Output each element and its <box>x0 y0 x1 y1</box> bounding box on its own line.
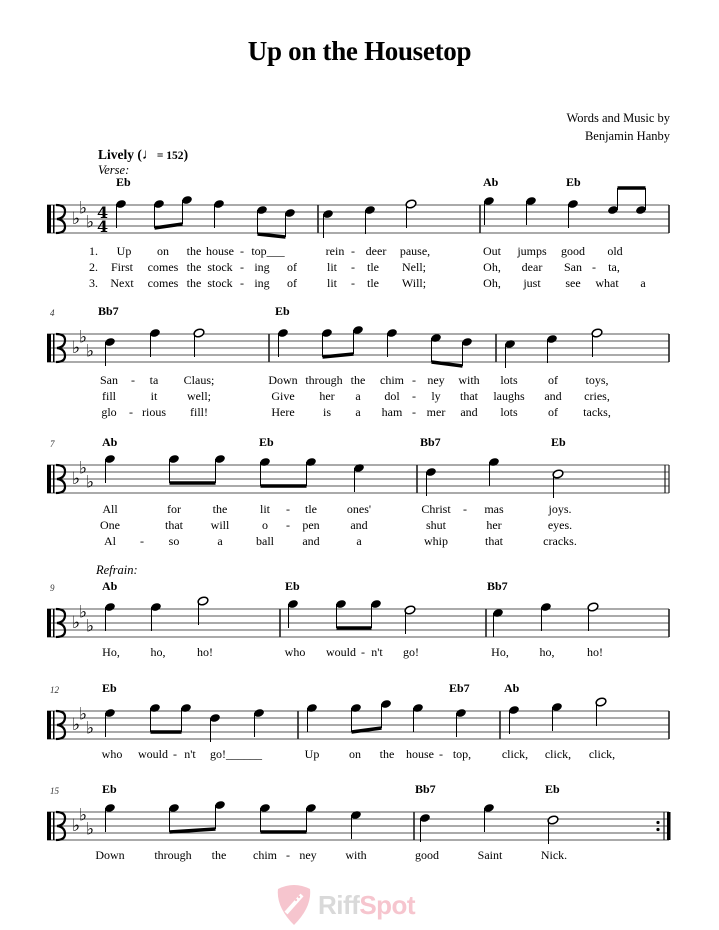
lyric-syllable: ta, <box>608 260 620 274</box>
lyric-syllable: go!______ <box>210 747 262 761</box>
verse-number: 3. <box>89 276 98 290</box>
chord-symbol: Eb <box>275 304 290 318</box>
lyric-syllable: - <box>240 276 244 290</box>
lyric-syllable: Down <box>95 848 125 862</box>
lyric-syllable: a <box>356 534 362 548</box>
chord-symbol: Ab <box>483 175 499 189</box>
flat-icon: ♭ <box>72 209 81 229</box>
beam <box>258 234 286 237</box>
song-title: Up on the Housetop <box>247 36 472 66</box>
lyric-syllable: of <box>287 260 297 274</box>
chord-symbol: Bb7 <box>98 304 119 318</box>
lyric-syllable: - <box>173 747 177 761</box>
flat-icon: ♭ <box>79 458 88 479</box>
lyric-syllable: cries, <box>584 389 610 403</box>
lyric-syllable: - <box>240 244 244 258</box>
flat-icon: ♭ <box>72 816 81 836</box>
lyric-syllable: - <box>439 747 443 761</box>
lyric-syllable: - <box>286 848 290 862</box>
lyric-syllable: stock <box>207 276 233 290</box>
lyric-syllable: who <box>101 747 123 761</box>
lyric-syllable: - <box>361 645 365 659</box>
verse-number: 2. <box>89 260 98 274</box>
lyric-syllable: tle <box>367 260 379 274</box>
lyric-syllable: joys. <box>548 502 572 516</box>
lyric-syllable: ho! <box>587 645 603 659</box>
lyric-syllable: through <box>154 848 192 862</box>
lyric-syllable: ney <box>427 373 445 387</box>
beam <box>432 362 463 366</box>
chord-symbol: Eb <box>285 579 300 593</box>
guitar-pick-icon <box>274 883 314 927</box>
lyric-syllable: chim <box>253 848 277 862</box>
flat-icon: ♭ <box>72 715 81 735</box>
flat-icon: ♭ <box>79 602 88 623</box>
lyric-syllable: would <box>326 645 356 659</box>
lyric-syllable: ly <box>431 389 441 403</box>
alto-clef-icon <box>47 812 51 840</box>
lyric-syllable: of <box>548 405 558 419</box>
lyric-syllable: Ho, <box>491 645 509 659</box>
lyric-syllable: house <box>406 747 434 761</box>
lyric-syllable: of <box>548 373 558 387</box>
lyric-syllable: - <box>140 534 144 548</box>
lyric-syllable: and <box>350 518 368 532</box>
lyric-syllable: old <box>607 244 623 258</box>
lyric-syllable: it <box>150 389 158 403</box>
lyric-syllable: mer <box>426 405 446 419</box>
lyric-syllable: - <box>351 244 355 258</box>
lyric-syllable: top___ <box>251 244 285 258</box>
chord-symbol: Eb <box>259 435 274 449</box>
lyric-syllable: n't <box>371 645 383 659</box>
lyric-syllable: will <box>210 518 230 532</box>
flat-icon: ♭ <box>86 819 95 840</box>
lyric-syllable: her <box>486 518 502 532</box>
lyric-syllable: ho! <box>197 645 213 659</box>
lyric-syllable: dear <box>521 260 543 274</box>
lyric-syllable: and <box>460 405 478 419</box>
lyric-syllable: a <box>217 534 223 548</box>
lyric-syllable: mas <box>484 502 504 516</box>
lyric-syllable: - <box>592 260 596 274</box>
flat-icon: ♭ <box>86 616 95 637</box>
beam <box>155 224 183 228</box>
lyric-syllable: tle <box>305 502 317 516</box>
lyric-syllable: glo <box>101 405 117 419</box>
lyric-syllable: ney <box>299 848 317 862</box>
lyric-syllable: Will; <box>401 276 427 290</box>
chord-symbol: Eb <box>566 175 581 189</box>
lyric-syllable: see <box>565 276 581 290</box>
lyric-syllable: - <box>412 389 416 403</box>
lyric-syllable: the <box>212 502 228 516</box>
lyric-syllable: a <box>640 276 646 290</box>
lyric-syllable: for <box>167 502 181 516</box>
lyric-syllable: what <box>595 276 619 290</box>
lyric-syllable: good <box>561 244 585 258</box>
lyric-syllable: click, <box>501 747 529 761</box>
lyric-syllable: lots <box>500 405 518 419</box>
flat-icon: ♭ <box>86 212 95 233</box>
lyric-syllable: Nick. <box>540 848 568 862</box>
lyric-syllable: ing <box>254 276 270 290</box>
lyric-syllable: that <box>485 534 503 548</box>
lyric-syllable: Ho, <box>102 645 120 659</box>
flat-icon: ♭ <box>86 472 95 493</box>
quarter-note-icon: ♩ <box>141 147 157 163</box>
chord-symbol: Eb <box>102 681 117 695</box>
alto-clef-icon <box>47 711 51 739</box>
lyric-syllable: stock <box>207 260 233 274</box>
credit-line-1: Words and Music by <box>566 111 670 125</box>
lyric-syllable: rious <box>142 405 166 419</box>
lyric-syllable: lit <box>326 260 338 274</box>
section-label: Verse: <box>98 163 130 177</box>
lyric-syllable: n't <box>184 747 196 761</box>
lyric-syllable: - <box>351 276 355 290</box>
lyric-syllable: - <box>131 373 135 387</box>
chord-symbol: Eb7 <box>449 681 470 695</box>
lyric-syllable: who <box>284 645 306 659</box>
lyric-syllable: click, <box>544 747 572 761</box>
lyric-syllable: her <box>319 389 335 403</box>
measure-number: 7 <box>50 439 55 449</box>
chord-symbol: Ab <box>504 681 520 695</box>
lyric-syllable: - <box>240 260 244 274</box>
lyric-syllable: deer <box>365 244 387 258</box>
lyric-syllable: Claus; <box>183 373 215 387</box>
lyric-syllable: shut <box>425 518 447 532</box>
lyric-syllable: Next <box>110 276 134 290</box>
chord-symbol: Eb <box>551 435 566 449</box>
lyric-syllable: toys, <box>585 373 609 387</box>
lyric-syllable: Out <box>483 244 501 258</box>
lyric-syllable: Saint <box>477 848 503 862</box>
lyric-syllable: would <box>138 747 168 761</box>
lyric-syllable: good <box>415 848 439 862</box>
lyric-syllable: Oh, <box>483 260 501 274</box>
lyric-syllable: ho, <box>150 645 166 659</box>
flat-icon: ♭ <box>79 327 88 348</box>
flat-icon: ♭ <box>72 613 81 633</box>
lyric-syllable: and <box>302 534 320 548</box>
lyric-syllable: well; <box>187 389 211 403</box>
lyric-syllable: - <box>129 405 133 419</box>
lyric-syllable: with <box>345 848 367 862</box>
flat-icon: ♭ <box>79 704 88 725</box>
lyric-syllable: Christ <box>421 502 451 516</box>
chord-symbol: Bb7 <box>420 435 441 449</box>
lyric-syllable: eyes. <box>547 518 573 532</box>
riffspot-watermark <box>274 883 415 927</box>
lyric-syllable: Al <box>104 534 116 548</box>
alto-clef-icon <box>47 334 51 362</box>
chord-symbol: Eb <box>116 175 131 189</box>
lyric-syllable: the <box>186 276 202 290</box>
lyric-syllable: ball <box>256 534 274 548</box>
chord-symbol: Bb7 <box>487 579 508 593</box>
lyric-syllable: First <box>110 260 134 274</box>
lyric-syllable: comes <box>147 276 179 290</box>
alto-clef-icon <box>47 205 51 233</box>
lyric-syllable: - <box>412 405 416 419</box>
beam <box>170 829 216 832</box>
lyric-syllable: Down <box>268 373 298 387</box>
lyric-syllable: - <box>351 260 355 274</box>
lyric-syllable: Nell; <box>402 260 426 274</box>
lyric-syllable: lots <box>500 373 518 387</box>
lyric-syllable: pen <box>302 518 320 532</box>
lyric-syllable: ho, <box>539 645 555 659</box>
lyric-syllable: so <box>168 534 180 548</box>
flat-icon: ♭ <box>72 469 81 489</box>
lyric-syllable: - <box>412 373 416 387</box>
lyric-syllable: lit <box>259 502 271 516</box>
lyric-syllable: go! <box>403 645 419 659</box>
measure-number: 9 <box>50 583 55 593</box>
measure-number: 12 <box>50 685 59 695</box>
lyric-syllable: a <box>355 389 361 403</box>
lyric-syllable: - <box>286 502 290 516</box>
lyric-syllable: on <box>349 747 361 761</box>
chord-symbol: Eb <box>545 782 560 796</box>
lyric-syllable: the <box>379 747 395 761</box>
lyric-syllable: a <box>355 405 361 419</box>
tempo-text: Lively <box>98 147 134 162</box>
time-signature: 4 <box>97 217 109 236</box>
lyric-syllable: All <box>102 502 118 516</box>
lyric-syllable: top, <box>452 747 472 761</box>
lyric-syllable: fill! <box>190 405 208 419</box>
section-label: Refrain: <box>96 563 138 577</box>
lyric-syllable: is <box>322 405 332 419</box>
lyric-syllable: through <box>305 373 343 387</box>
lyric-syllable: Give <box>271 389 295 403</box>
credit-composer: Benjamin Hanby <box>584 129 670 143</box>
lyric-syllable: and <box>544 389 562 403</box>
lyric-syllable: that <box>460 389 478 403</box>
lyric-syllable: jumps <box>517 244 547 258</box>
brand-name: RiffSpot <box>318 889 416 920</box>
chord-symbol: Bb7 <box>415 782 436 796</box>
lyric-syllable: laughs <box>493 389 525 403</box>
alto-clef-icon <box>47 465 51 493</box>
lyric-syllable: just <box>523 276 541 290</box>
alto-clef-icon <box>47 609 51 637</box>
time-signature: 4 <box>97 203 109 222</box>
lyric-syllable: - <box>286 518 290 532</box>
lyric-syllable: the <box>186 260 202 274</box>
lyric-syllable: Here <box>271 405 295 419</box>
flat-icon: ♭ <box>79 198 88 219</box>
measure-number: 4 <box>50 308 55 318</box>
lyric-syllable: ta <box>149 373 159 387</box>
tempo-value: = 152 <box>156 150 184 162</box>
lyric-syllable: ing <box>254 260 270 274</box>
measure-number: 15 <box>50 786 59 796</box>
lyric-syllable: rein <box>325 244 345 258</box>
chord-symbol: Eb <box>102 782 117 796</box>
flat-icon: ♭ <box>86 718 95 739</box>
lyric-syllable: house <box>206 244 234 258</box>
lyric-syllable: Up <box>116 244 132 258</box>
lyric-syllable: fill <box>102 389 116 403</box>
lyric-syllable: pause, <box>399 244 431 258</box>
lyric-syllable: - <box>463 502 467 516</box>
chord-symbol: Ab <box>102 435 118 449</box>
lyric-syllable: on <box>157 244 169 258</box>
tempo-marking: Lively (♩= 152) <box>98 147 189 163</box>
lyric-syllable: tle <box>367 276 379 290</box>
chord-symbol: Ab <box>102 579 118 593</box>
lyric-syllable: ham <box>381 405 403 419</box>
lyric-syllable: One <box>100 518 120 532</box>
lyric-syllable: o <box>262 518 268 532</box>
flat-icon: ♭ <box>86 341 95 362</box>
lyric-syllable: tacks, <box>583 405 611 419</box>
lyric-syllable: the <box>211 848 227 862</box>
lyric-syllable: the <box>350 373 366 387</box>
lyric-syllable: ones' <box>346 502 372 516</box>
lyric-syllable: Up <box>304 747 320 761</box>
lyric-syllable: that <box>165 518 183 532</box>
lyric-syllable: San <box>100 373 118 387</box>
lyric-syllable: whip <box>424 534 448 548</box>
lyric-syllable: cracks. <box>543 534 577 548</box>
lyric-syllable: of <box>287 276 297 290</box>
lyric-syllable: comes <box>147 260 179 274</box>
lyric-syllable: the <box>186 244 202 258</box>
lyric-syllable: with <box>458 373 480 387</box>
flat-icon: ♭ <box>79 805 88 826</box>
lyric-syllable: dol <box>384 389 400 403</box>
lyric-syllable: San <box>564 260 582 274</box>
flat-icon: ♭ <box>72 338 81 358</box>
lyric-syllable: chim <box>380 373 404 387</box>
lyric-syllable: lit <box>326 276 338 290</box>
beam <box>352 728 382 732</box>
lyric-syllable: click, <box>588 747 616 761</box>
verse-number: 1. <box>89 244 98 258</box>
lyric-syllable: Oh, <box>483 276 501 290</box>
